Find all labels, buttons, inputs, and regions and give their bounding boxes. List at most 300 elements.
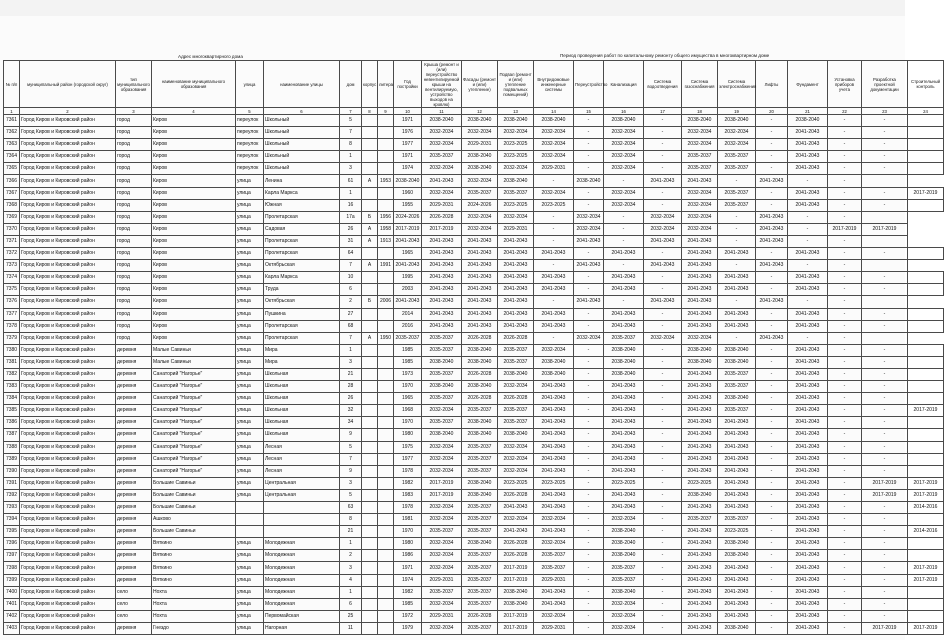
table-cell [908, 368, 944, 380]
table-cell: Киров [152, 127, 236, 139]
table-cell: - [574, 586, 604, 598]
table-cell: Город Киров и Кировский район [20, 139, 116, 151]
table-cell: 2029-2031 [498, 223, 534, 235]
table-cell: 2035-2037 [462, 187, 498, 199]
table-cell: - [644, 344, 682, 356]
table-cell: 2041-2043 [682, 260, 718, 272]
table-cell [362, 417, 378, 429]
table-cell: 1950 [378, 332, 394, 344]
table-cell: 2041-2043 [682, 248, 718, 260]
table-cell: 21 [340, 368, 362, 380]
table-cell: город [116, 320, 152, 332]
table-cell: 7391 [4, 477, 20, 489]
table-cell: - [644, 453, 682, 465]
table-cell: - [534, 223, 574, 235]
repair-schedule-table [3, 60, 944, 635]
table-cell: 2023-2025 [498, 477, 534, 489]
table-cell: 2041-2043 [682, 441, 718, 453]
table-cell: 2032-2034 [498, 453, 534, 465]
table-cell: - [756, 550, 788, 562]
table-row [4, 598, 944, 610]
table-cell [378, 622, 394, 634]
table-cell: 2041-2043 [682, 610, 718, 622]
table-cell: 2041-2043 [604, 502, 644, 514]
table-cell [362, 199, 378, 211]
table-cell: А [362, 223, 378, 235]
table-cell [362, 320, 378, 332]
table-cell [362, 610, 378, 622]
table-cell: 2035-2037 [682, 514, 718, 526]
table-cell: - [644, 272, 682, 284]
table-row [4, 211, 944, 223]
table-cell: улица [236, 199, 264, 211]
table-cell: 2041-2043 [462, 284, 498, 296]
table-cell: - [828, 272, 862, 284]
column-header: наименование улицы [264, 61, 340, 108]
table-cell: - [644, 562, 682, 574]
table-cell: Город Киров и Кировский район [20, 211, 116, 223]
table-cell: 2032-2034 [462, 211, 498, 223]
table-cell: улица [236, 610, 264, 622]
table-row [4, 320, 944, 332]
table-cell: Школьная [264, 368, 340, 380]
table-cell: переулок [236, 115, 264, 127]
header-row [4, 61, 944, 108]
table-cell: 2 [340, 550, 362, 562]
table-cell: 2041-2043 [718, 308, 756, 320]
table-cell: 2032-2034 [422, 139, 462, 151]
table-cell: Город Киров и Кировский район [20, 465, 116, 477]
table-cell: - [862, 586, 908, 598]
table-cell: 2041-2043 [718, 598, 756, 610]
table-cell: 2032-2034 [534, 538, 574, 550]
table-cell: Город Киров и Кировский район [20, 308, 116, 320]
table-cell: 2038-2040 [498, 429, 534, 441]
table-cell: 7369 [4, 211, 20, 223]
table-cell: - [862, 574, 908, 586]
table-cell: 2038-2040 [498, 598, 534, 610]
table-cell: Молодежная [264, 598, 340, 610]
table-cell: 2041-2043 [534, 465, 574, 477]
column-header: дом [340, 61, 362, 108]
table-cell: 1970 [394, 381, 422, 393]
table-cell: 8 [340, 139, 362, 151]
table-cell: - [828, 211, 862, 223]
table-cell: 2017-2019 [498, 610, 534, 622]
table-cell: переулок [236, 163, 264, 175]
table-cell: улица [236, 550, 264, 562]
table-cell [362, 248, 378, 260]
table-cell: 7372 [4, 248, 20, 260]
table-cell: улица [236, 248, 264, 260]
table-cell: 2038-2040 [534, 356, 574, 368]
table-cell: 2041-2043 [604, 441, 644, 453]
table-cell: город [116, 284, 152, 296]
table-cell: 2041-2043 [788, 187, 828, 199]
page-top-band [0, 0, 905, 16]
table-cell: Центральная [264, 489, 340, 501]
table-cell: - [574, 139, 604, 151]
table-cell: - [534, 175, 574, 187]
table-cell: - [828, 356, 862, 368]
table-cell: переулок [236, 151, 264, 163]
table-cell: Город Киров и Кировский район [20, 115, 116, 127]
table-cell: - [828, 586, 862, 598]
table-cell: - [756, 429, 788, 441]
table-cell: 7382 [4, 368, 20, 380]
table-cell: 7390 [4, 465, 20, 477]
table-cell [362, 368, 378, 380]
table-cell: 2041-2043 [788, 598, 828, 610]
table-cell: 2041-2043 [718, 248, 756, 260]
column-number: 14 [534, 108, 574, 115]
table-cell: 7374 [4, 272, 20, 284]
table-cell [362, 139, 378, 151]
table-cell: 2003 [394, 284, 422, 296]
table-cell: 2041-2043 [788, 465, 828, 477]
table-cell [362, 284, 378, 296]
column-header: тип муниципального образования [116, 61, 152, 108]
table-cell [378, 502, 394, 514]
table-cell: 2035-2037 [604, 332, 644, 344]
table-cell: Нагорная [264, 622, 340, 634]
table-cell: - [756, 308, 788, 320]
table-cell: - [574, 393, 604, 405]
table-cell: 2041-2043 [718, 441, 756, 453]
table-cell: 2035-2037 [422, 368, 462, 380]
table-cell: 2026-2028 [462, 610, 498, 622]
table-cell: 1968 [394, 405, 422, 417]
table-cell: город [116, 248, 152, 260]
table-cell: 2017-2019 [422, 489, 462, 501]
table-cell [362, 453, 378, 465]
table-cell: 2035-2037 [462, 514, 498, 526]
table-cell: - [644, 622, 682, 634]
table-cell [378, 417, 394, 429]
table-cell: - [862, 356, 908, 368]
table-cell: 7363 [4, 139, 20, 151]
table-cell: - [756, 574, 788, 586]
column-number: 8 [362, 108, 378, 115]
table-cell: - [644, 115, 682, 127]
table-cell: - [862, 453, 908, 465]
table-cell: 2035-2037 [462, 465, 498, 477]
column-number: 7 [340, 108, 362, 115]
table-cell: - [828, 405, 862, 417]
table-cell: Город Киров и Кировский район [20, 127, 116, 139]
table-cell: 2017-2019 [908, 574, 944, 586]
table-cell: 2014-2016 [908, 502, 944, 514]
table-cell: - [862, 248, 908, 260]
table-cell: 1975 [394, 441, 422, 453]
table-cell: 2041-2043 [718, 586, 756, 598]
table-cell: - [574, 381, 604, 393]
table-cell [908, 441, 944, 453]
table-cell: 2032-2034 [422, 502, 462, 514]
table-cell: 5 [340, 115, 362, 127]
table-cell: 2038-2040 [718, 622, 756, 634]
table-cell [362, 187, 378, 199]
table-row [4, 175, 944, 187]
table-cell: Город Киров и Кировский район [20, 453, 116, 465]
table-cell: 6 [340, 598, 362, 610]
table-cell: - [862, 368, 908, 380]
table-cell: 2041-2043 [534, 405, 574, 417]
table-cell [264, 502, 340, 514]
table-cell: село [116, 586, 152, 598]
table-cell: - [574, 477, 604, 489]
table-cell: 7388 [4, 441, 20, 453]
table-cell: 2032-2034 [422, 465, 462, 477]
table-cell: Нохта [152, 586, 236, 598]
table-cell [378, 115, 394, 127]
table-cell: Труда [264, 284, 340, 296]
table-cell: 2038-2040 [788, 115, 828, 127]
table-cell: 2014 [394, 308, 422, 320]
table-cell: 34 [340, 417, 362, 429]
table-cell: 2041-2043 [788, 610, 828, 622]
table-cell: - [828, 598, 862, 610]
table-cell: Санаторий "Нагорье" [152, 465, 236, 477]
table-cell: 2035-2037 [604, 574, 644, 586]
table-cell: - [862, 610, 908, 622]
table-cell: 2041-2043 [682, 562, 718, 574]
table-cell: - [644, 417, 682, 429]
table-cell: 2017-2019 [862, 489, 908, 501]
table-cell: 2029-2031 [462, 139, 498, 151]
table-cell: 2032-2034 [498, 441, 534, 453]
table-cell [378, 405, 394, 417]
table-cell: Киров [152, 199, 236, 211]
table-cell [862, 296, 908, 308]
table-cell: - [604, 223, 644, 235]
table-cell: 2038-2040 [498, 115, 534, 127]
table-cell: 1 [340, 538, 362, 550]
table-cell: 2038-2040 [498, 175, 534, 187]
table-cell: 2035-2037 [462, 622, 498, 634]
table-cell: 2041-2043 [604, 405, 644, 417]
table-cell: 2041-2043 [682, 574, 718, 586]
column-number: 1 [4, 108, 20, 115]
table-cell: 2035-2037 [462, 586, 498, 598]
table-row [4, 381, 944, 393]
table-cell: 2029-2031 [534, 163, 574, 175]
table-cell: 2041-2043 [422, 235, 462, 247]
table-cell: Вяткино [152, 574, 236, 586]
table-cell: 2041-2043 [718, 477, 756, 489]
table-cell: 2017-2019 [394, 223, 422, 235]
table-row [4, 223, 944, 235]
table-cell [362, 562, 378, 574]
table-row [4, 622, 944, 634]
table-cell [378, 441, 394, 453]
column-header: Переустройство [574, 61, 604, 108]
table-cell: Школьная [264, 405, 340, 417]
table-cell [362, 538, 378, 550]
table-cell: - [574, 272, 604, 284]
table-cell: Киров [152, 235, 236, 247]
table-row [4, 272, 944, 284]
table-cell: город [116, 296, 152, 308]
table-cell: - [718, 296, 756, 308]
table-cell: Город Киров и Кировский район [20, 477, 116, 489]
table-cell [378, 465, 394, 477]
table-cell: 2026-2028 [462, 332, 498, 344]
table-cell: 2041-2043 [644, 235, 682, 247]
table-cell: 7367 [4, 187, 20, 199]
table-cell: 2041-2043 [574, 296, 604, 308]
table-cell: 2026-2028 [422, 211, 462, 223]
table-cell: 2017-2019 [498, 574, 534, 586]
table-cell: улица [236, 622, 264, 634]
table-cell: 2041-2043 [394, 235, 422, 247]
table-cell: 2038-2040 [534, 368, 574, 380]
table-cell: Санаторий "Нагорье" [152, 381, 236, 393]
table-cell: - [862, 151, 908, 163]
table-cell: 2032-2034 [718, 127, 756, 139]
table-cell: 2032-2034 [462, 127, 498, 139]
table-cell: деревня [116, 574, 152, 586]
table-cell: - [644, 610, 682, 622]
table-cell: 2041-2043 [682, 586, 718, 598]
table-cell: 2041-2043 [534, 598, 574, 610]
table-cell: 2041-2043 [788, 199, 828, 211]
table-cell: Садовая [264, 223, 340, 235]
table-cell: улица [236, 332, 264, 344]
table-cell: 2038-2040 [462, 477, 498, 489]
table-cell: - [574, 622, 604, 634]
table-cell: улица [236, 211, 264, 223]
table-cell: 2032-2034 [604, 622, 644, 634]
table-row [4, 308, 944, 320]
table-cell: 1971 [394, 115, 422, 127]
table-cell: - [756, 344, 788, 356]
table-cell: 2038-2040 [422, 356, 462, 368]
table-cell: 2035-2037 [422, 393, 462, 405]
table-cell: Город Киров и Кировский район [20, 272, 116, 284]
table-cell: - [756, 622, 788, 634]
table-cell: город [116, 115, 152, 127]
table-cell: - [862, 562, 908, 574]
table-cell: Город Киров и Кировский район [20, 248, 116, 260]
table-cell: улица [236, 453, 264, 465]
table-cell: - [534, 332, 574, 344]
table-cell [378, 320, 394, 332]
table-cell: 2038-2040 [462, 429, 498, 441]
table-cell: 2041-2043 [394, 260, 422, 272]
table-cell: - [644, 356, 682, 368]
table-cell: - [756, 151, 788, 163]
table-cell: 2038-2040 [462, 538, 498, 550]
table-cell [378, 598, 394, 610]
table-cell: 2041-2043 [756, 235, 788, 247]
table-cell: - [828, 235, 862, 247]
table-cell: 2017-2019 [908, 405, 944, 417]
table-cell: 2041-2043 [422, 284, 462, 296]
table-cell [908, 393, 944, 405]
table-cell: - [604, 296, 644, 308]
table-row [4, 187, 944, 199]
table-cell: 7402 [4, 610, 20, 622]
table-cell: 2035-2037 [462, 574, 498, 586]
table-cell: 2041-2043 [682, 622, 718, 634]
table-cell: деревня [116, 356, 152, 368]
table-cell: 2035-2037 [682, 151, 718, 163]
table-cell: 7392 [4, 489, 20, 501]
table-cell: - [644, 127, 682, 139]
table-cell: - [756, 417, 788, 429]
table-cell: Пролетарская [264, 211, 340, 223]
table-cell: 7403 [4, 622, 20, 634]
table-cell: Киров [152, 115, 236, 127]
table-cell: Школьный [264, 139, 340, 151]
table-cell [378, 562, 394, 574]
table-cell: - [644, 199, 682, 211]
table-cell: - [574, 550, 604, 562]
table-cell: 1985 [394, 598, 422, 610]
table-cell: - [604, 260, 644, 272]
table-cell [908, 139, 944, 151]
table-cell: 2041-2043 [682, 368, 718, 380]
table-cell [862, 332, 908, 344]
table-cell: 2041-2043 [788, 393, 828, 405]
table-cell [378, 453, 394, 465]
table-cell: 2041-2043 [682, 284, 718, 296]
table-cell: 32 [340, 405, 362, 417]
table-cell: 2038-2040 [534, 115, 574, 127]
table-cell: 2041-2043 [788, 489, 828, 501]
table-cell: - [644, 248, 682, 260]
table-cell: Киров [152, 332, 236, 344]
table-cell: - [644, 151, 682, 163]
table-cell: Нохта [152, 610, 236, 622]
table-cell [362, 502, 378, 514]
address-group-title: Адрес многоквартирного дома [178, 54, 243, 59]
column-number: 22 [828, 108, 862, 115]
table-cell: Большие Савиньи [152, 526, 236, 538]
table-cell: 2035-2037 [422, 151, 462, 163]
table-cell: - [644, 405, 682, 417]
table-cell: 16 [340, 199, 362, 211]
table-cell: - [788, 211, 828, 223]
table-cell [362, 356, 378, 368]
table-cell: 1973 [394, 368, 422, 380]
table-cell: Город Киров и Кировский район [20, 163, 116, 175]
table-cell: - [574, 489, 604, 501]
table-cell: А [362, 260, 378, 272]
table-cell: 2032-2034 [462, 223, 498, 235]
table-cell: 7370 [4, 223, 20, 235]
table-cell: - [756, 477, 788, 489]
table-cell: - [534, 296, 574, 308]
table-cell: 2041-2043 [788, 248, 828, 260]
table-cell: город [116, 151, 152, 163]
table-cell: Город Киров и Кировский район [20, 417, 116, 429]
table-cell: 64 [340, 248, 362, 260]
table-cell [378, 550, 394, 562]
table-cell [362, 163, 378, 175]
table-cell: 2032-2034 [498, 163, 534, 175]
table-cell: - [862, 199, 908, 211]
table-cell: город [116, 127, 152, 139]
table-cell: - [574, 320, 604, 332]
table-cell: 1979 [394, 622, 422, 634]
table-cell: Б [362, 211, 378, 223]
table-cell: Киров [152, 175, 236, 187]
table-cell: А [362, 235, 378, 247]
table-cell: 2032-2034 [422, 550, 462, 562]
table-cell: 2035-2037 [462, 453, 498, 465]
